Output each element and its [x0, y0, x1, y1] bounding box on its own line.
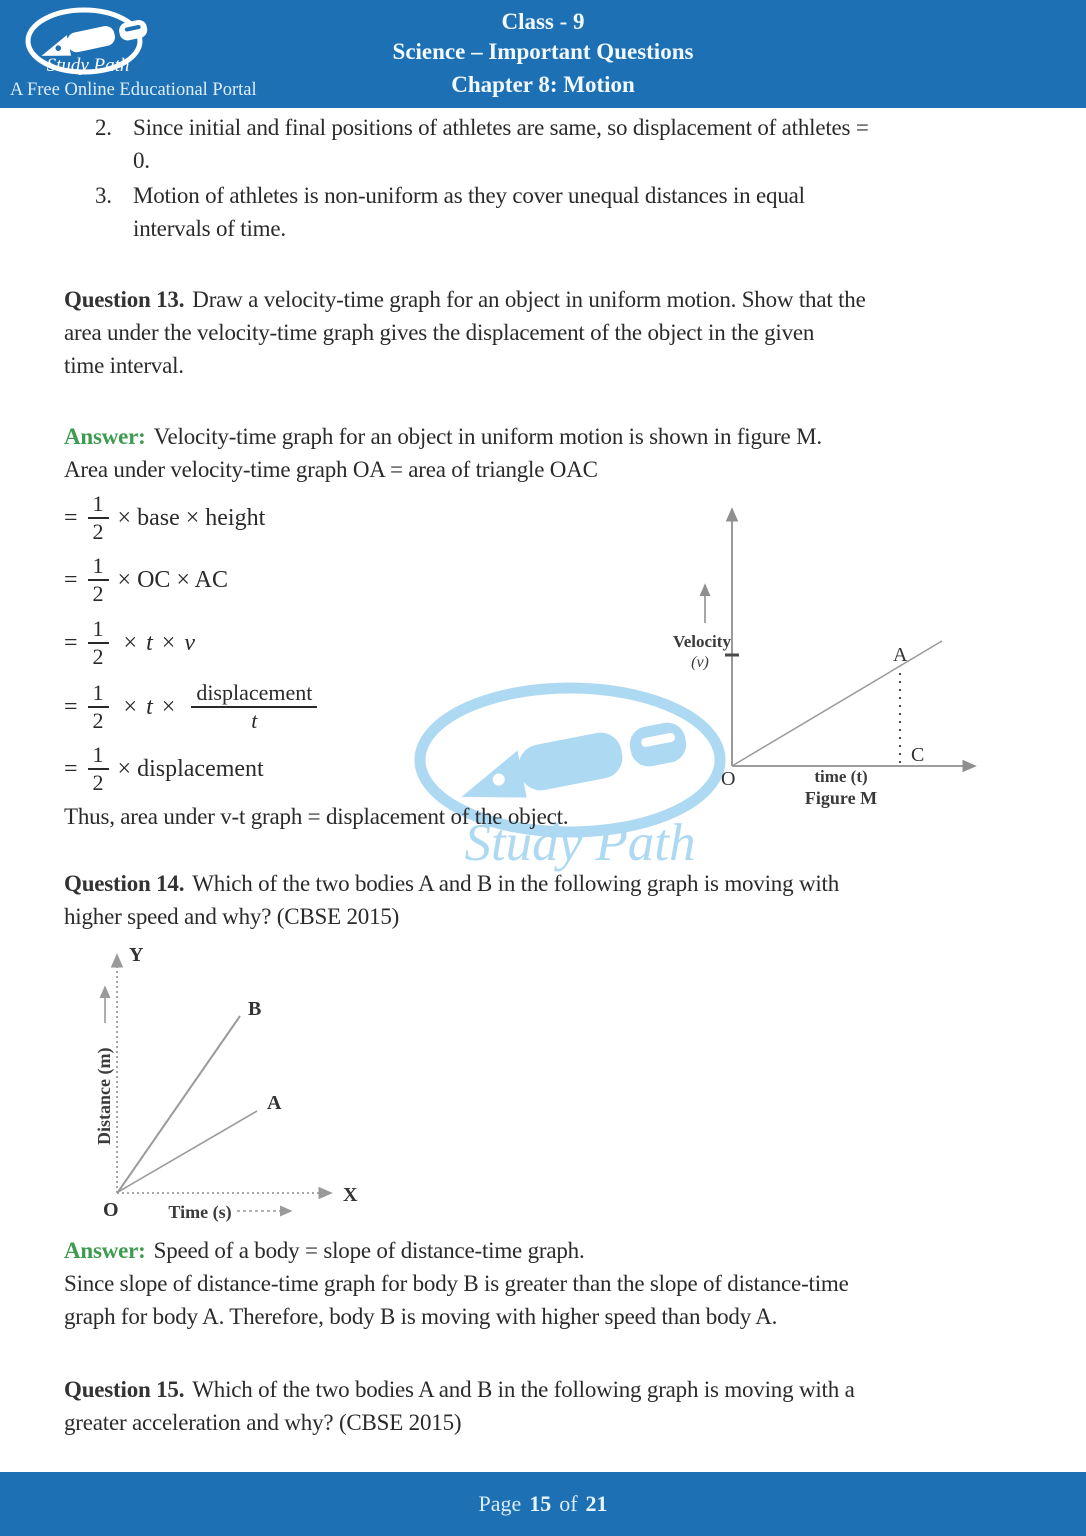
fraction-one-half: $\frac{1}{2}$ [88, 616, 109, 670]
equation-row-2: = $\frac{1}{2}$ × OC × AC [64, 553, 228, 606]
fraction-one-half: $\frac{1}{2}$ [88, 680, 109, 734]
distance-time-graph [85, 935, 415, 1235]
list-item-3 [95, 179, 805, 245]
answer-14: Answer: Speed of a body = slope of distance-time graph. Since slope of distance-time graph for body B is greater than the slope of distance-time graph for body A. Therefore, body B is moving with higher speed than body A. [64, 1238, 849, 1329]
fraction-one-half: $\frac{1}{2}$ [88, 742, 109, 796]
x-axis-label: time (t) [814, 767, 868, 786]
line-B [118, 1016, 240, 1192]
answer-label: Answer: [64, 424, 146, 449]
footer-page-word: Page [478, 1491, 522, 1516]
point-A-label: A [893, 644, 908, 666]
question-label: Question 13. [64, 287, 185, 312]
equation-row-5: = $\frac{1}{2}$ × displacement [64, 742, 264, 795]
y-axis-letter: Y [129, 944, 144, 966]
fraction-one-half: $\frac{1}{2}$ [88, 553, 109, 607]
list-item-2 [95, 111, 869, 177]
logo-tagline: A Free Online Educational Portal [10, 80, 257, 100]
equation-row-3: = $\frac{1}{2}$ × t × v [64, 616, 195, 669]
line-A [118, 1111, 257, 1192]
question-label: Question 15. [64, 1377, 185, 1402]
list-number: 2. [95, 115, 112, 140]
point-C-label: C [911, 744, 925, 766]
answer-13-conclusion: Thus, area under v-t graph = displacement of the object. [64, 804, 569, 829]
page-header [0, 0, 1086, 108]
y-axis-label: Velocity [673, 632, 731, 651]
header-class-line: Class - 9 [501, 9, 585, 34]
list-number: 3. [95, 183, 112, 208]
origin-label: O [103, 1199, 119, 1221]
y-axis-label: Distance (m) [94, 1047, 114, 1145]
x-axis-letter: X [343, 1184, 358, 1206]
line-B-label: B [248, 998, 262, 1020]
footer-total-pages: 21 [585, 1491, 608, 1516]
equation-row-4: = $\frac{1}{2}$ × t × $\frac{\text{displacement}}{t}$ [64, 680, 326, 734]
footer-page-number: 15 [529, 1491, 552, 1516]
question-13: Question 13. Draw a velocity-time graph for an object in uniform motion. Show that the area under the velocity-time graph gives the displacement of the object in the given time interval. [64, 287, 866, 378]
question-15: Question 15. Which of the two bodies A and B in the following graph is moving with a greater acceleration and why? (CBSE 2015) [64, 1377, 855, 1435]
fraction-one-half: $\frac{1}{2}$ [88, 491, 109, 545]
header-subject-line: Science – Important Questions [392, 39, 694, 64]
fraction-displacement-over-t: $\frac{\text{displacement}}{t}$ [191, 680, 317, 734]
origin-label: O [721, 768, 736, 790]
page-footer [0, 1472, 1086, 1536]
question-14: Question 14. Which of the two bodies A and B in the following graph is moving with higher speed and why? (CBSE 2015) [64, 871, 840, 929]
figure-m-velocity-time-graph [655, 487, 1000, 812]
question-label: Question 14. [64, 871, 185, 896]
line-A-label: A [267, 1092, 282, 1114]
footer-of-word: of [559, 1491, 578, 1516]
y-axis-unit: (v) [691, 654, 709, 671]
answer-13: Answer: Velocity-time graph for an object in uniform motion is shown in figure M. Area under velocity-time graph OA = area of triangle OAC [64, 424, 822, 482]
header-chapter-line: Chapter 8: Motion [451, 72, 635, 97]
equation-row-1: = $\frac{1}{2}$ × base × height [64, 491, 266, 544]
answer-label: Answer: [64, 1238, 146, 1263]
x-axis-label: Time (s) [168, 1202, 232, 1222]
list-text: Since initial and final positions of athletes are same, so displacement of athletes = 0. [133, 115, 869, 173]
logo-script-text: Study Path [46, 55, 130, 76]
list-text: Motion of athletes is non-uniform as they cover unequal distances in equal intervals of time. [133, 183, 805, 241]
watermark-script-text: Study Path [464, 814, 696, 872]
figure-caption: Figure M [804, 788, 878, 808]
